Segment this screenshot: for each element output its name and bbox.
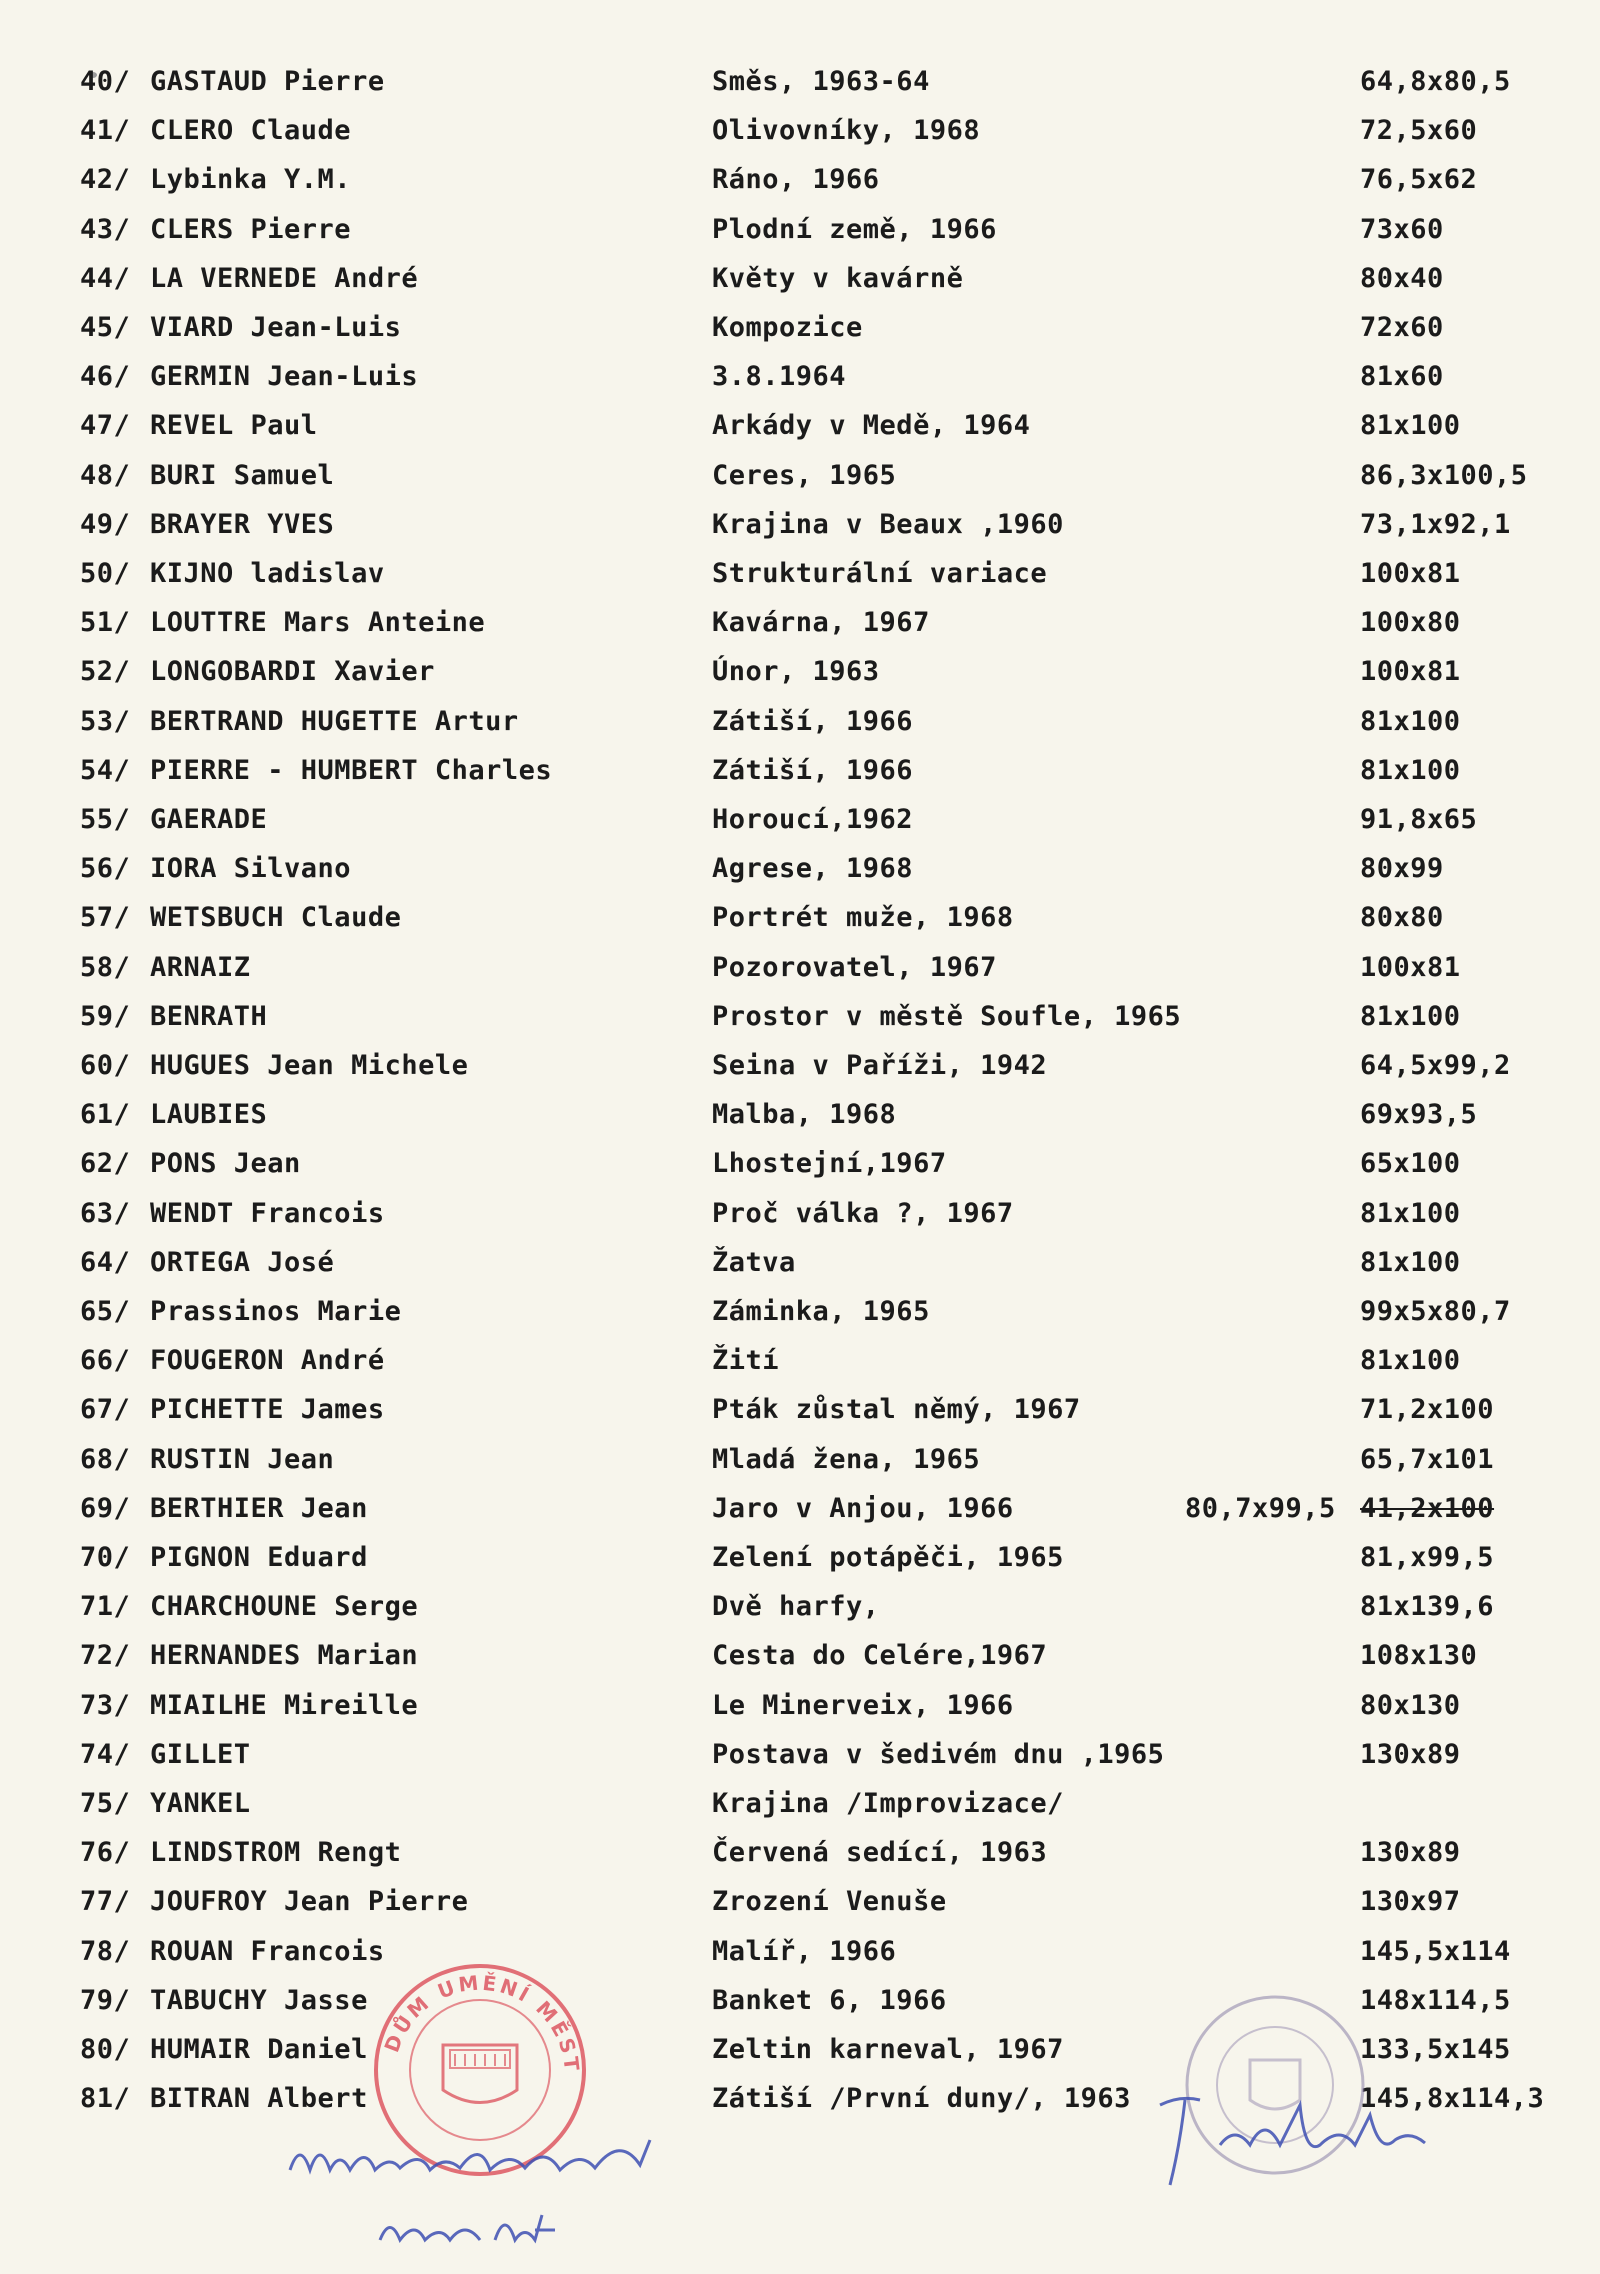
entry-number: 80/ bbox=[80, 2034, 131, 2065]
list-item bbox=[0, 1338, 1600, 1384]
entry-number: 72/ bbox=[80, 1640, 131, 1672]
artist-name: HERNANDES Marian bbox=[150, 1640, 419, 1672]
artwork-title: Strukturální variace bbox=[712, 558, 1048, 589]
list-item bbox=[0, 1781, 1600, 1827]
artist-name: TABUCHY Jasse bbox=[150, 1984, 368, 2016]
artwork-title: Zrození Venuše bbox=[712, 1886, 947, 1918]
artist-name: GAERADE bbox=[150, 804, 268, 835]
dimensions: 81x100 bbox=[1360, 1000, 1461, 1032]
artist-name: LONGOBARDI Xavier bbox=[150, 656, 435, 688]
entry-number: 76/ bbox=[80, 1837, 131, 1869]
artwork-title: Zátiší, 1966 bbox=[712, 754, 914, 786]
artist-name: LOUTTRE Mars Anteine bbox=[150, 607, 486, 639]
artwork-title: Malba, 1968 bbox=[712, 1099, 897, 1131]
list-item bbox=[0, 1633, 1600, 1679]
artist-name: IORA Silvano bbox=[150, 853, 352, 885]
handwritten-note bbox=[280, 2130, 700, 2270]
list-item bbox=[0, 846, 1600, 892]
dimensions: 65x100 bbox=[1360, 1148, 1461, 1180]
artist-name: Prassinos Marie bbox=[150, 1296, 402, 1327]
artist-name: PIERRE - HUMBERT Charles bbox=[150, 754, 553, 786]
dimensions: 145,8x114,3 bbox=[1360, 2083, 1545, 2115]
dimensions: 133,5x145 bbox=[1360, 2034, 1511, 2065]
signature bbox=[1140, 2085, 1440, 2195]
dimensions: 81x100 bbox=[1360, 1345, 1461, 1377]
dimensions: 130x89 bbox=[1360, 1837, 1461, 1869]
artwork-title: Krajina v Beaux ,1960 bbox=[712, 508, 1064, 540]
list-item bbox=[0, 1584, 1600, 1630]
list-item bbox=[0, 1141, 1600, 1187]
list-item bbox=[0, 108, 1600, 154]
dimensions: 108x130 bbox=[1360, 1640, 1478, 1672]
artwork-title: Horoucí,1962 bbox=[712, 804, 914, 835]
list-item bbox=[0, 1043, 1600, 1089]
artwork-title: Portrét muže, 1968 bbox=[712, 902, 1014, 934]
artist-name: GILLET bbox=[150, 1738, 251, 1770]
dimensions: 72x60 bbox=[1360, 312, 1444, 343]
entry-number: 45/ bbox=[80, 312, 131, 343]
list-item bbox=[0, 354, 1600, 400]
entry-number: 64/ bbox=[80, 1246, 131, 1278]
entry-number: 67/ bbox=[80, 1394, 131, 1426]
artwork-title: Zátiší /První duny/, 1963 bbox=[712, 2083, 1131, 2115]
dimensions: 69x93,5 bbox=[1360, 1099, 1478, 1131]
artist-name: REVEL Paul bbox=[150, 410, 318, 442]
artwork-title: Prostor v městě Soufle, 1965 bbox=[712, 1000, 1182, 1032]
artist-name: PIGNON Eduard bbox=[150, 1542, 368, 1573]
artwork-title: Únor, 1963 bbox=[712, 656, 880, 688]
dimensions: 81x100 bbox=[1360, 754, 1461, 786]
artwork-title: Cesta do Celére,1967 bbox=[712, 1640, 1048, 1672]
dimensions: 81x60 bbox=[1360, 361, 1444, 393]
list-item bbox=[0, 453, 1600, 499]
list-item bbox=[0, 1486, 1600, 1532]
dimensions: 81,x99,5 bbox=[1360, 1542, 1495, 1573]
artwork-title: Krajina /Improvizace/ bbox=[712, 1788, 1064, 1819]
artwork-title: Zátiší, 1966 bbox=[712, 705, 914, 737]
entry-number: 41/ bbox=[80, 115, 131, 147]
entry-number: 50/ bbox=[80, 558, 131, 589]
entry-number: 62/ bbox=[80, 1148, 131, 1180]
entry-number: 60/ bbox=[80, 1050, 131, 1081]
entry-number: 40/ bbox=[80, 66, 131, 97]
artist-name: GASTAUD Pierre bbox=[150, 66, 385, 97]
dimensions: 80x99 bbox=[1360, 853, 1444, 885]
entry-number: 55/ bbox=[80, 804, 131, 835]
list-item bbox=[0, 1092, 1600, 1138]
list-item bbox=[0, 551, 1600, 597]
dimensions: 71,2x100 bbox=[1360, 1394, 1495, 1426]
artwork-title: Mladá žena, 1965 bbox=[712, 1443, 981, 1475]
artwork-title: Olivovníky, 1968 bbox=[712, 115, 981, 147]
list-item bbox=[0, 797, 1600, 843]
list-item bbox=[0, 649, 1600, 695]
artist-name: HUMAIR Daniel bbox=[150, 2034, 368, 2065]
artwork-title: Červená sedící, 1963 bbox=[712, 1837, 1048, 1869]
artwork-title: Pták zůstal němý, 1967 bbox=[712, 1394, 1081, 1426]
dimensions: 73,1x92,1 bbox=[1360, 508, 1511, 540]
list-item bbox=[0, 256, 1600, 302]
dimensions: 81x100 bbox=[1360, 705, 1461, 737]
entry-number: 63/ bbox=[80, 1197, 131, 1229]
entry-number: 52/ bbox=[80, 656, 131, 688]
dimensions: 72,5x60 bbox=[1360, 115, 1478, 147]
list-item bbox=[0, 1240, 1600, 1286]
list-item bbox=[0, 895, 1600, 941]
artist-name: LA VERNEDE André bbox=[150, 262, 419, 294]
list-item bbox=[0, 1191, 1600, 1237]
entry-number: 51/ bbox=[80, 607, 131, 639]
artist-name: BRAYER YVES bbox=[150, 508, 335, 540]
list-item bbox=[0, 1437, 1600, 1483]
artwork-title: Jaro v Anjou, 1966 bbox=[712, 1492, 1014, 1524]
entry-number: 73/ bbox=[80, 1689, 131, 1721]
artist-name: ROUAN Francois bbox=[150, 1935, 385, 1967]
artist-name: JOUFROY Jean Pierre bbox=[150, 1886, 469, 1918]
artist-name: KIJNO ladislav bbox=[150, 558, 385, 589]
artwork-title: Žití bbox=[712, 1345, 780, 1377]
artwork-title: Zeltin karneval, 1967 bbox=[712, 2034, 1064, 2065]
list-item bbox=[0, 1535, 1600, 1581]
list-item bbox=[0, 207, 1600, 253]
artist-name: WENDT Francois bbox=[150, 1197, 385, 1229]
artwork-title: Arkády v Medě, 1964 bbox=[712, 410, 1031, 442]
list-item bbox=[0, 1879, 1600, 1925]
list-item bbox=[0, 59, 1600, 105]
list-item bbox=[0, 1732, 1600, 1778]
list-item bbox=[0, 945, 1600, 991]
artwork-title: 3.8.1964 bbox=[712, 361, 847, 393]
artist-name: ARNAIZ bbox=[150, 951, 251, 983]
dimensions: 130x97 bbox=[1360, 1886, 1461, 1918]
list-item bbox=[0, 305, 1600, 351]
list-item bbox=[0, 1830, 1600, 1876]
list-item bbox=[0, 157, 1600, 203]
entry-number: 59/ bbox=[80, 1000, 131, 1032]
artist-name: CLERS Pierre bbox=[150, 213, 352, 245]
entry-number: 74/ bbox=[80, 1738, 131, 1770]
dimensions: 145,5x114 bbox=[1360, 1935, 1511, 1967]
artwork-title: Kavárna, 1967 bbox=[712, 607, 930, 639]
entry-number: 71/ bbox=[80, 1591, 131, 1623]
entry-number: 58/ bbox=[80, 951, 131, 983]
list-item bbox=[0, 502, 1600, 548]
entry-number: 47/ bbox=[80, 410, 131, 442]
list-item bbox=[0, 600, 1600, 646]
artwork-title: Plodní země, 1966 bbox=[712, 213, 997, 245]
dimensions: 100x81 bbox=[1360, 656, 1461, 688]
list-item bbox=[0, 403, 1600, 449]
artist-name: VIARD Jean-Luis bbox=[150, 312, 402, 343]
artist-name: LAUBIES bbox=[150, 1099, 268, 1131]
artwork-title: Seina v Paříži, 1942 bbox=[712, 1050, 1048, 1081]
dimensions: 100x80 bbox=[1360, 607, 1461, 639]
dimensions: 65,7x101 bbox=[1360, 1443, 1495, 1475]
artist-name: PONS Jean bbox=[150, 1148, 301, 1180]
list-item bbox=[0, 748, 1600, 794]
dimensions: 91,8x65 bbox=[1360, 804, 1478, 835]
artist-name: BERTHIER Jean bbox=[150, 1492, 368, 1524]
entry-number: 54/ bbox=[80, 754, 131, 786]
entry-number: 42/ bbox=[80, 164, 131, 196]
entry-number: 70/ bbox=[80, 1542, 131, 1573]
dimensions: 99x5x80,7 bbox=[1360, 1296, 1511, 1327]
dimensions: 76,5x62 bbox=[1360, 164, 1478, 196]
dimensions: 41,2x100 bbox=[1360, 1492, 1495, 1524]
artist-name: ORTEGA José bbox=[150, 1246, 335, 1278]
artwork-title: Ráno, 1966 bbox=[712, 164, 880, 196]
dimensions: 80x80 bbox=[1360, 902, 1444, 934]
dimensions: 64,8x80,5 bbox=[1360, 66, 1511, 97]
artwork-title: Pozorovatel, 1967 bbox=[712, 951, 997, 983]
artwork-title: Agrese, 1968 bbox=[712, 853, 914, 885]
entry-number: 43/ bbox=[80, 213, 131, 245]
artwork-title: Květy v kavárně bbox=[712, 262, 964, 294]
artwork-title: Žatva bbox=[712, 1246, 796, 1278]
artwork-title: Kompozice bbox=[712, 312, 863, 343]
entry-number: 57/ bbox=[80, 902, 131, 934]
dimensions: 81x139,6 bbox=[1360, 1591, 1495, 1623]
artwork-title: Proč válka ?, 1967 bbox=[712, 1197, 1014, 1229]
artist-name: WETSBUCH Claude bbox=[150, 902, 402, 934]
entry-number: 81/ bbox=[80, 2083, 131, 2115]
list-item bbox=[0, 1929, 1600, 1975]
entry-number: 46/ bbox=[80, 361, 131, 393]
dimensions: 100x81 bbox=[1360, 558, 1461, 589]
entry-number: 66/ bbox=[80, 1345, 131, 1377]
dimensions: 148x114,5 bbox=[1360, 1984, 1511, 2016]
list-item bbox=[0, 1683, 1600, 1729]
dimensions: 100x81 bbox=[1360, 951, 1461, 983]
artist-name: MIAILHE Mireille bbox=[150, 1689, 419, 1721]
dimensions: 64,5x99,2 bbox=[1360, 1050, 1511, 1081]
artwork-title: Le Minerveix, 1966 bbox=[712, 1689, 1014, 1721]
entry-number: 75/ bbox=[80, 1788, 131, 1819]
artwork-title: Ceres, 1965 bbox=[712, 459, 897, 491]
artist-name: BITRAN Albert bbox=[150, 2083, 368, 2115]
dimensions: 73x60 bbox=[1360, 213, 1444, 245]
list-item bbox=[0, 1387, 1600, 1433]
artist-name: CHARCHOUNE Serge bbox=[150, 1591, 419, 1623]
dimensions: 130x89 bbox=[1360, 1738, 1461, 1770]
dimensions: 80x40 bbox=[1360, 262, 1444, 294]
artwork-title: Zelení potápěči, 1965 bbox=[712, 1542, 1064, 1573]
artist-name: YANKEL bbox=[150, 1788, 251, 1819]
entry-number: 65/ bbox=[80, 1296, 131, 1327]
alt-dimensions: 80,7x99,5 bbox=[1185, 1492, 1336, 1524]
dimensions: 86,3x100,5 bbox=[1360, 459, 1528, 491]
artist-name: PICHETTE James bbox=[150, 1394, 385, 1426]
entry-number: 53/ bbox=[80, 705, 131, 737]
artwork-title: Lhostejní,1967 bbox=[712, 1148, 947, 1180]
artist-name: HUGUES Jean Michele bbox=[150, 1050, 469, 1081]
svg-text:DŮM UMĚNÍ MĚSTA BRNA: DŮM UMĚNÍ MĚST bbox=[379, 1970, 585, 2074]
artist-name: BERTRAND HUGETTE Artur bbox=[150, 705, 519, 737]
entry-number: 44/ bbox=[80, 262, 131, 294]
artist-name: LINDSTROM Rengt bbox=[150, 1837, 402, 1869]
artwork-title: Postava v šedivém dnu ,1965 bbox=[712, 1738, 1165, 1770]
entry-number: 48/ bbox=[80, 459, 131, 491]
entry-number: 61/ bbox=[80, 1099, 131, 1131]
dimensions: 81x100 bbox=[1360, 1246, 1461, 1278]
dimensions: 81x100 bbox=[1360, 410, 1461, 442]
entry-number: 78/ bbox=[80, 1935, 131, 1967]
list-item bbox=[0, 994, 1600, 1040]
artwork-title: Banket 6, 1966 bbox=[712, 1984, 947, 2016]
artwork-title: Malíř, 1966 bbox=[712, 1935, 897, 1967]
list-item bbox=[0, 1289, 1600, 1335]
artist-name: BENRATH bbox=[150, 1000, 268, 1032]
dimensions: 81x100 bbox=[1360, 1197, 1461, 1229]
artwork-title: Směs, 1963-64 bbox=[712, 66, 930, 97]
artist-name: FOUGERON André bbox=[150, 1345, 385, 1377]
entry-number: 69/ bbox=[80, 1492, 131, 1524]
artwork-title: Dvě harfy, bbox=[712, 1591, 880, 1623]
artist-name: RUSTIN Jean bbox=[150, 1443, 335, 1475]
entry-number: 79/ bbox=[80, 1984, 131, 2016]
artist-name: BURI Samuel bbox=[150, 459, 335, 491]
list-item bbox=[0, 699, 1600, 745]
artist-name: GERMIN Jean-Luis bbox=[150, 361, 419, 393]
artist-name: CLERO Claude bbox=[150, 115, 352, 147]
artist-name: Lybinka Y.M. bbox=[150, 164, 352, 196]
artwork-title: Záminka, 1965 bbox=[712, 1296, 930, 1327]
dimensions: 80x130 bbox=[1360, 1689, 1461, 1721]
entry-number: 56/ bbox=[80, 853, 131, 885]
entry-number: 68/ bbox=[80, 1443, 131, 1475]
entry-number: 49/ bbox=[80, 508, 131, 540]
entry-number: 77/ bbox=[80, 1886, 131, 1918]
